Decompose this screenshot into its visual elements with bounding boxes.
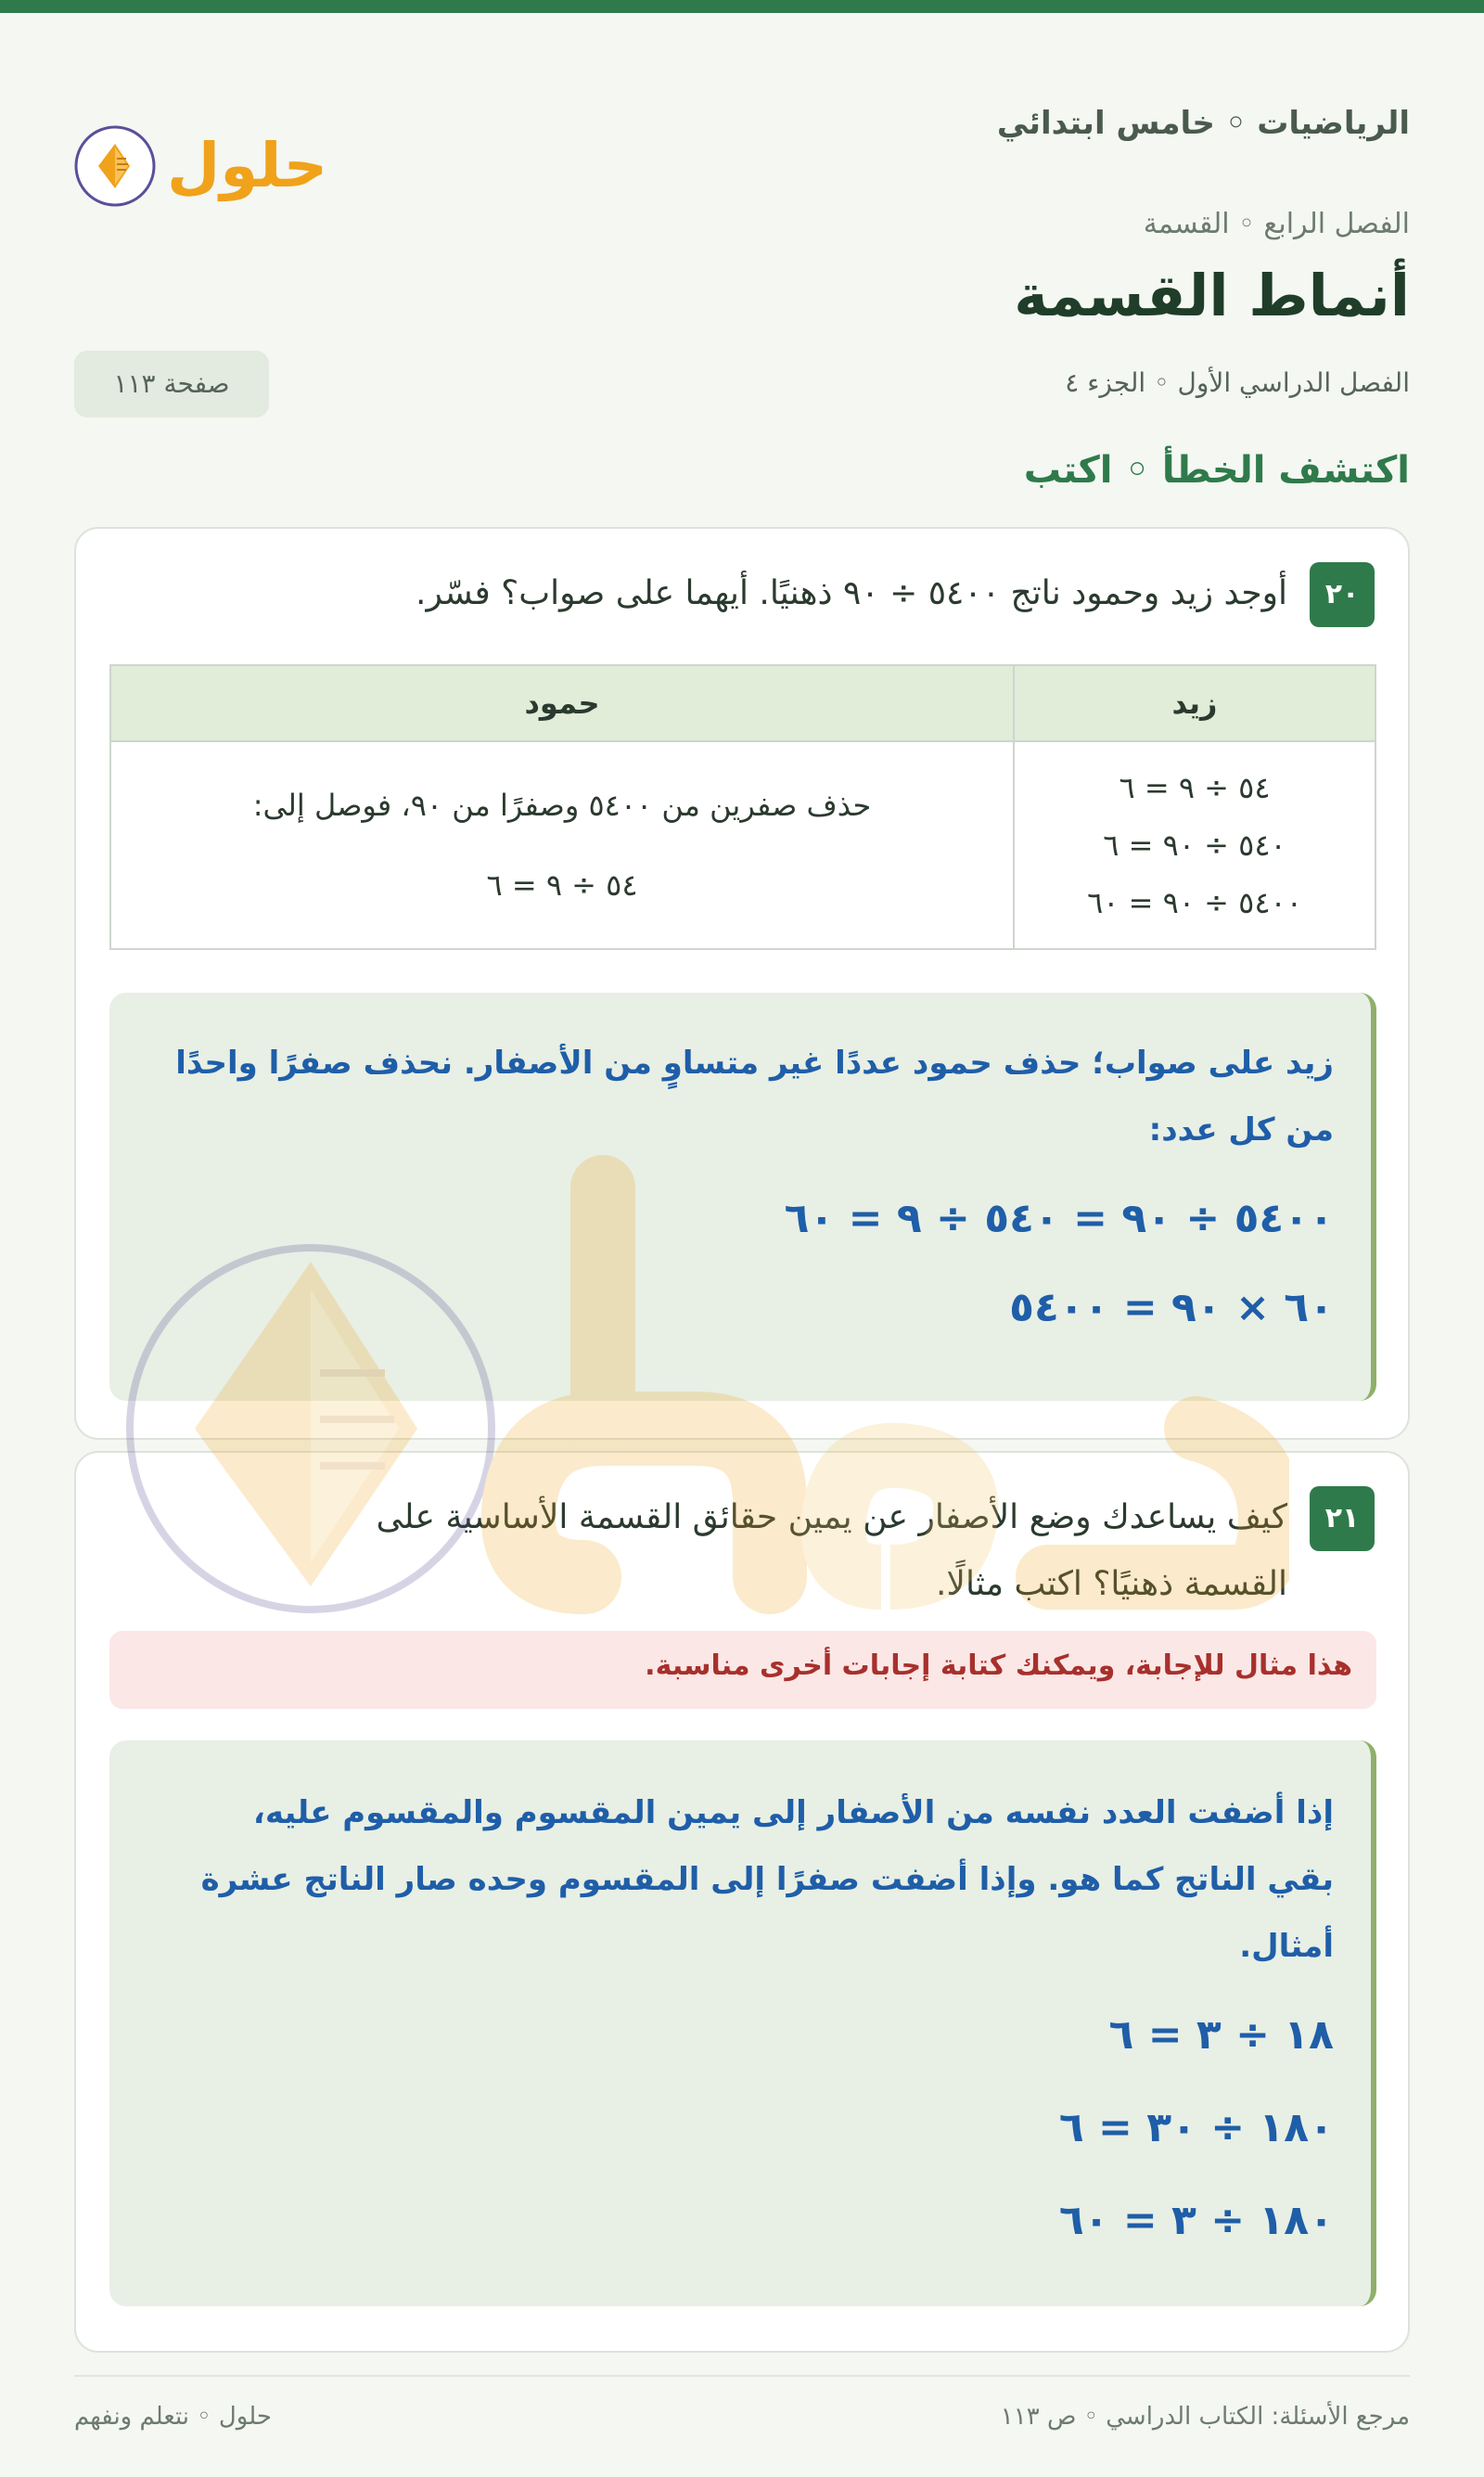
hamoud-line: ٥٤ ÷ ٩ = ٦ <box>486 867 638 903</box>
zaid-work <box>1014 741 1375 949</box>
footer-divider <box>74 2375 1410 2377</box>
zaid-line: ٥٤٠٠ ÷ ٩٠ = ٦٠ <box>1087 885 1302 920</box>
hamoud-line: حذف صفرين من ٥٤٠٠ وصفرًا من ٩٠، فوصل إلى: <box>252 788 872 823</box>
answer-equation: ٥٤٠٠ ÷ ٩٠ = ٥٤٠ ÷ ٩ = ٦٠ <box>784 1195 1334 1242</box>
answer-equation: ١٨٠ ÷ ٣ = ٦٠ <box>1058 2197 1334 2244</box>
question-text: القسمة ذهنيًا؟ اكتب مثالًا. <box>935 1565 1287 1603</box>
term-label: الفصل الدراسي الأول ◦ الجزء ٤ <box>1065 367 1410 398</box>
footer-brand: حلول ◦ نتعلم ونفهم <box>74 2403 272 2431</box>
solutions-table <box>109 664 1376 950</box>
logo-text: حلول <box>167 130 328 201</box>
header <box>74 64 1410 201</box>
answer-box <box>109 1740 1376 2306</box>
question-card-21 <box>74 1451 1410 2353</box>
answer-line: من كل عدد: <box>1148 1111 1334 1149</box>
subject-label: الرياضيات ◦ خامس ابتدائي <box>996 105 1410 142</box>
answer-line: أمثال. <box>1239 1928 1334 1965</box>
footer-reference: مرجع الأسئلة: الكتاب الدراسي ◦ ص ١١٣ <box>1000 2403 1410 2431</box>
answer-line: إذا أضفت العدد نفسه من الأصفار إلى يمين المقسوم والمقسوم عليه، <box>252 1794 1334 1831</box>
sample-answer-note <box>109 1631 1376 1709</box>
table-header-zaid: زيد <box>1014 665 1375 741</box>
question-text: كيف يساعدك وضع الأصفار عن يمين حقائق القسمة الأساسية على <box>376 1498 1287 1536</box>
question-text: أوجد زيد وحمود ناتج ٥٤٠٠ ÷ ٩٠ ذهنيًا. أيهما على صواب؟ فسّر. <box>416 574 1287 612</box>
page <box>74 13 1410 2462</box>
question-card-20 <box>74 527 1410 1440</box>
question-number: ٢١ <box>1310 1486 1375 1551</box>
answer-equation: ٦٠ × ٩٠ = ٥٤٠٠ <box>1009 1284 1334 1331</box>
answer-line: زيد على صواب؛ حذف حمود عددًا غير متساوٍ من الأصفار. نحذف صفرًا واحدًا <box>175 1045 1334 1082</box>
page-badge: صفحة ١١٣ <box>74 351 269 417</box>
hamoud-work <box>110 741 1014 949</box>
answer-line: بقي الناتج كما هو. وإذا أضفت صفرًا إلى المقسوم وحده صار الناتج عشرة <box>200 1861 1334 1898</box>
table-header-hamoud: حمود <box>110 665 1014 741</box>
top-accent-bar <box>0 0 1484 13</box>
question-number: ٢٠ <box>1310 562 1375 627</box>
section-title: اكتشف الخطأ ◦ اكتب <box>1023 449 1410 492</box>
logo[interactable] <box>74 110 352 212</box>
page-title: أنماط القسمة <box>1014 262 1410 329</box>
zaid-line: ٥٤ ÷ ٩ = ٦ <box>1119 770 1271 805</box>
note-text: هذا مثال للإجابة، ويمكنك كتابة إجابات أخرى مناسبة. <box>645 1649 1352 1682</box>
answer-equation: ١٨ ÷ ٣ = ٦ <box>1108 2011 1334 2059</box>
logo-icon <box>74 110 352 212</box>
answer-equation: ١٨٠ ÷ ٣٠ = ٦ <box>1058 2104 1334 2151</box>
zaid-line: ٥٤٠ ÷ ٩٠ = ٦ <box>1103 828 1286 863</box>
answer-box <box>109 993 1376 1401</box>
breadcrumb: الفصل الرابع ◦ القسمة <box>1143 208 1410 240</box>
